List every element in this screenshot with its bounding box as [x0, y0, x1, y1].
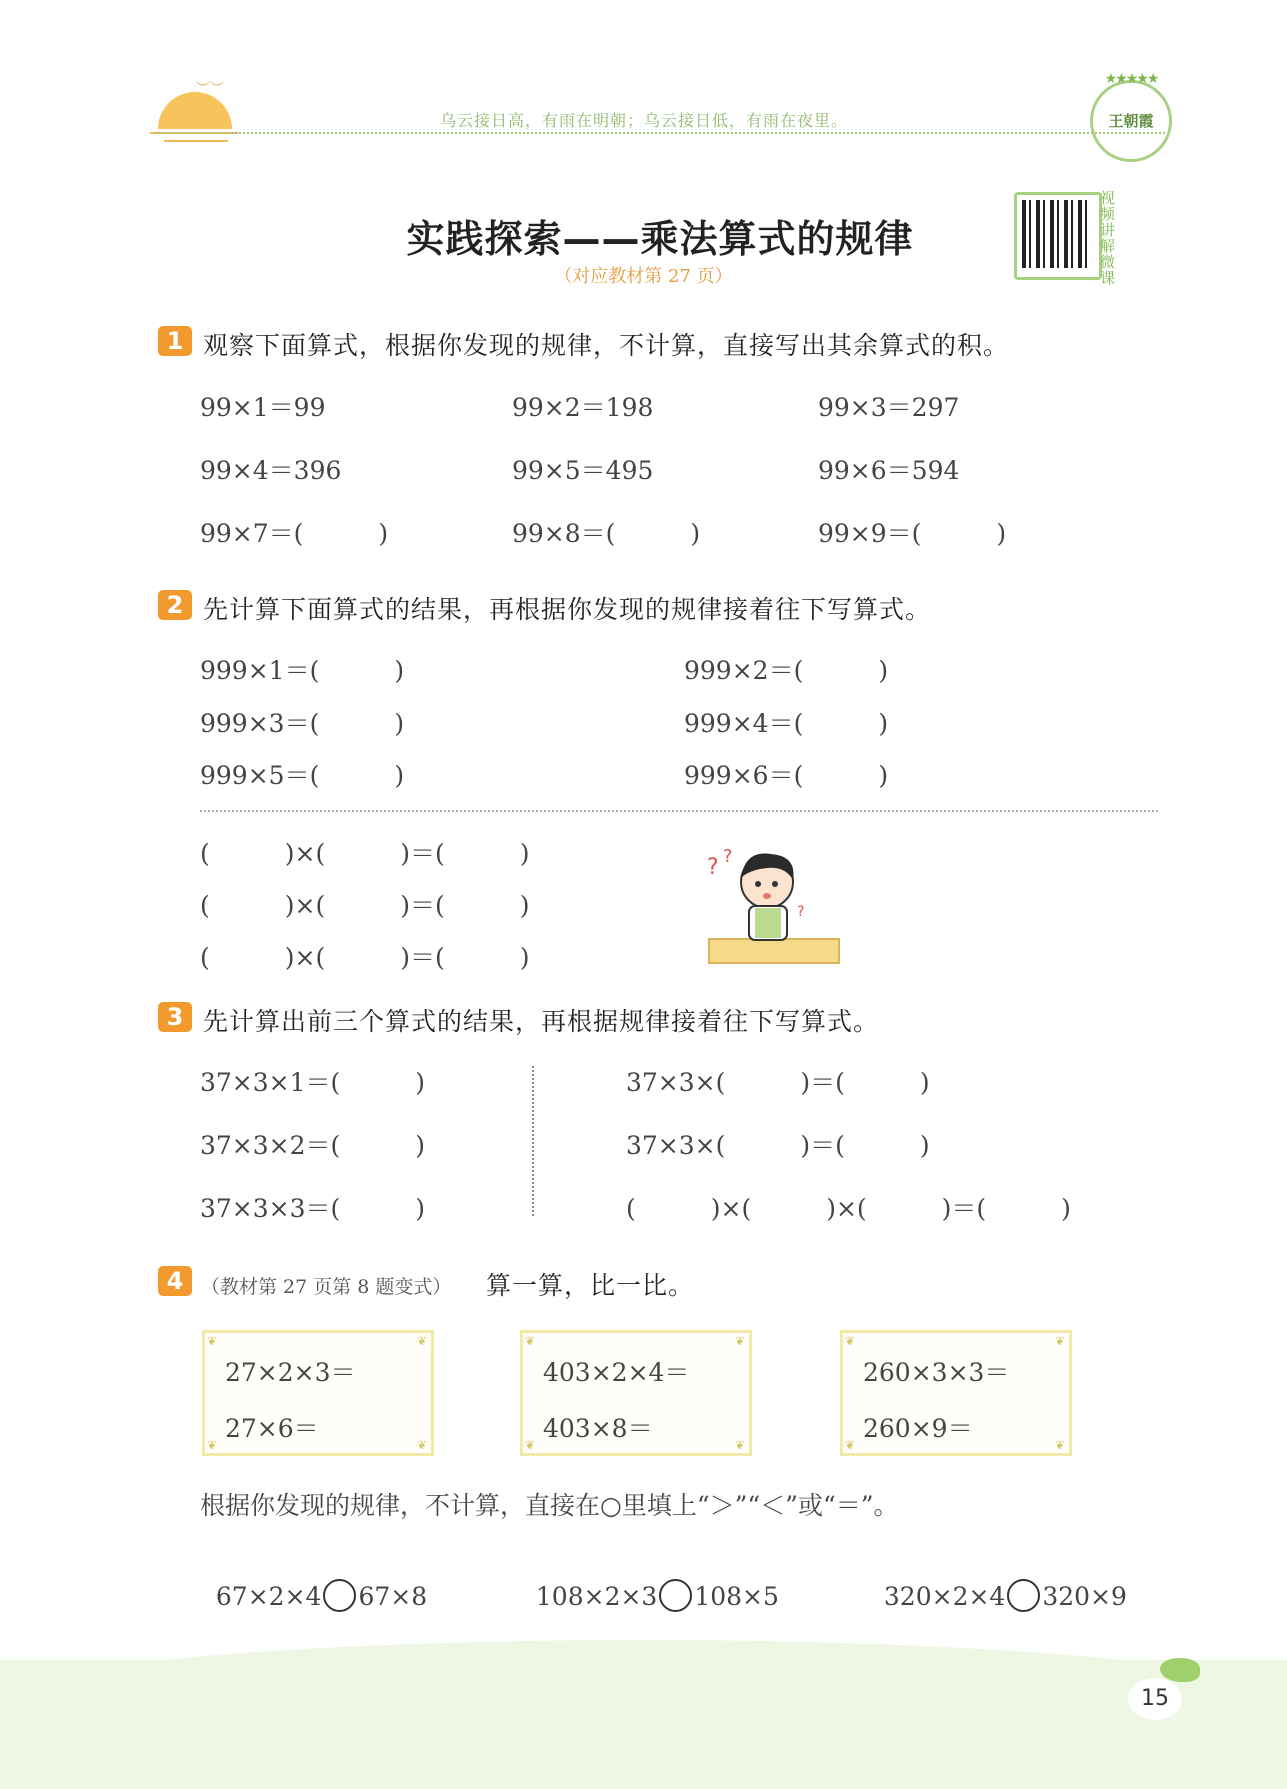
answer-blank-equation[interactable]: 37×3×( )＝( )	[626, 1068, 930, 1097]
compare-circle-blank[interactable]	[659, 1579, 692, 1612]
svg-text:?: ?	[797, 904, 805, 920]
header-motto: 乌云接日高，有雨在明朝；乌云接日低，有雨在夜里。	[440, 111, 849, 130]
question-number: 2	[158, 590, 192, 620]
compare-circle-blank[interactable]	[1007, 1579, 1040, 1612]
answer-blank-equation[interactable]: 37×3×3＝( )	[200, 1194, 426, 1223]
corner-leaf-icon: ❦	[525, 1438, 536, 1452]
question-number: 3	[158, 1002, 192, 1032]
svg-text:?: ?	[707, 855, 719, 880]
corner-leaf-icon: ❦	[845, 1334, 856, 1348]
sun-horizon-line	[164, 140, 228, 142]
answer-blank-equation[interactable]: 999×6＝( )	[684, 761, 889, 790]
calculation-box	[520, 1330, 752, 1456]
page-number: 15	[1128, 1678, 1182, 1720]
header-divider	[155, 132, 1165, 134]
question-number: 4	[158, 1266, 192, 1296]
brand-seal-icon	[1090, 71, 1172, 162]
answer-blank-equation[interactable]: 999×3＝( )	[200, 709, 405, 738]
answer-blank-equation[interactable]: ( )×( )＝( )	[200, 891, 530, 920]
equation: 99×1＝99	[200, 393, 326, 422]
corner-leaf-icon: ❦	[845, 1438, 856, 1452]
corner-leaf-icon: ❦	[525, 1334, 536, 1348]
corner-leaf-icon: ❦	[735, 1334, 746, 1348]
equation[interactable]: 27×2×3＝	[225, 1358, 356, 1387]
answer-blank-equation[interactable]: 37×3×2＝( )	[200, 1131, 426, 1160]
compare-left: 67×2×4	[215, 1582, 322, 1611]
equation: 99×3＝297	[818, 393, 960, 422]
question-number: 1	[158, 326, 192, 356]
qr-code-icon[interactable]	[1022, 200, 1090, 268]
corner-leaf-icon: ❦	[417, 1334, 428, 1348]
answer-blank-equation[interactable]: 99×9＝( )	[818, 519, 1007, 548]
thinking-boy-illustration	[705, 844, 845, 966]
question-text: 观察下面算式，根据你发现的规律，不计算，直接写出其余算式的积。	[203, 331, 1010, 360]
column-divider	[532, 1066, 534, 1216]
equation[interactable]: 403×2×4＝	[543, 1358, 690, 1387]
answer-blank-equation[interactable]: 99×8＝( )	[512, 519, 701, 548]
compare-item	[868, 1553, 1127, 1612]
question-text: 先计算下面算式的结果，再根据你发现的规律接着往下写算式。	[203, 595, 932, 624]
seal-text: 王朝霞	[1108, 112, 1154, 130]
corner-leaf-icon: ❦	[417, 1438, 428, 1452]
compare-right: 108×5	[694, 1582, 779, 1611]
equation[interactable]: 260×9＝	[863, 1414, 973, 1443]
footer-background	[0, 1660, 1287, 1789]
compare-item	[520, 1553, 779, 1612]
corner-leaf-icon: ❦	[207, 1438, 218, 1452]
calculation-box	[202, 1330, 434, 1456]
equation: 99×5＝495	[512, 456, 654, 485]
equation: 99×4＝396	[200, 456, 342, 485]
corner-leaf-icon: ❦	[1055, 1334, 1066, 1348]
answer-blank-equation[interactable]: ( )×( )×( )＝( )	[626, 1194, 1071, 1223]
equation[interactable]: 403×8＝	[543, 1414, 653, 1443]
compare-left: 108×2×3	[535, 1582, 658, 1611]
instruction-text: 根据你发现的规律，不计算，直接在○里填上“＞”“＜”或“＝”。	[200, 1491, 899, 1520]
answer-blank-equation[interactable]: 99×7＝( )	[200, 519, 389, 548]
answer-blank-equation[interactable]: 37×3×( )＝( )	[626, 1131, 930, 1160]
qr-label: 视频讲解微课	[1100, 189, 1116, 287]
compare-right: 320×9	[1042, 1582, 1127, 1611]
equation[interactable]: 260×3×3＝	[863, 1358, 1010, 1387]
stars-icon: ★★★★★	[1104, 71, 1158, 87]
corner-leaf-icon: ❦	[735, 1438, 746, 1452]
corner-leaf-icon: ❦	[1055, 1438, 1066, 1452]
answer-blank-equation[interactable]: 999×4＝( )	[684, 709, 889, 738]
answer-blank-equation[interactable]: 999×1＝( )	[200, 656, 405, 685]
page-subtitle: （对应教材第 27 页）	[554, 266, 733, 287]
question-note: （教材第 27 页第 8 题变式）	[201, 1276, 452, 1298]
question-text: 算一算，比一比。	[486, 1271, 695, 1300]
calculation-box	[840, 1330, 1072, 1456]
svg-text:?: ?	[723, 846, 733, 867]
compare-circle-blank[interactable]	[323, 1579, 356, 1612]
answer-blank-equation[interactable]: 37×3×1＝( )	[200, 1068, 426, 1097]
compare-right: 67×8	[358, 1582, 428, 1611]
equation: 99×2＝198	[512, 393, 654, 422]
equation[interactable]: 27×6＝	[225, 1414, 319, 1443]
question-text: 先计算出前三个算式的结果，再根据规律接着往下写算式。	[203, 1007, 880, 1036]
answer-blank-equation[interactable]: ( )×( )＝( )	[200, 839, 530, 868]
compare-item	[200, 1553, 427, 1612]
corner-leaf-icon: ❦	[207, 1334, 218, 1348]
section-divider	[200, 810, 1158, 812]
bird-icon: ︶︶	[196, 81, 224, 97]
answer-blank-equation[interactable]: 999×2＝( )	[684, 656, 889, 685]
compare-left: 320×2×4	[883, 1582, 1006, 1611]
page-title: 实践探索——乘法算式的规律	[406, 217, 914, 261]
equation: 99×6＝594	[818, 456, 960, 485]
answer-blank-equation[interactable]: ( )×( )＝( )	[200, 943, 530, 972]
answer-blank-equation[interactable]: 999×5＝( )	[200, 761, 405, 790]
dolphin-icon	[1160, 1658, 1200, 1682]
